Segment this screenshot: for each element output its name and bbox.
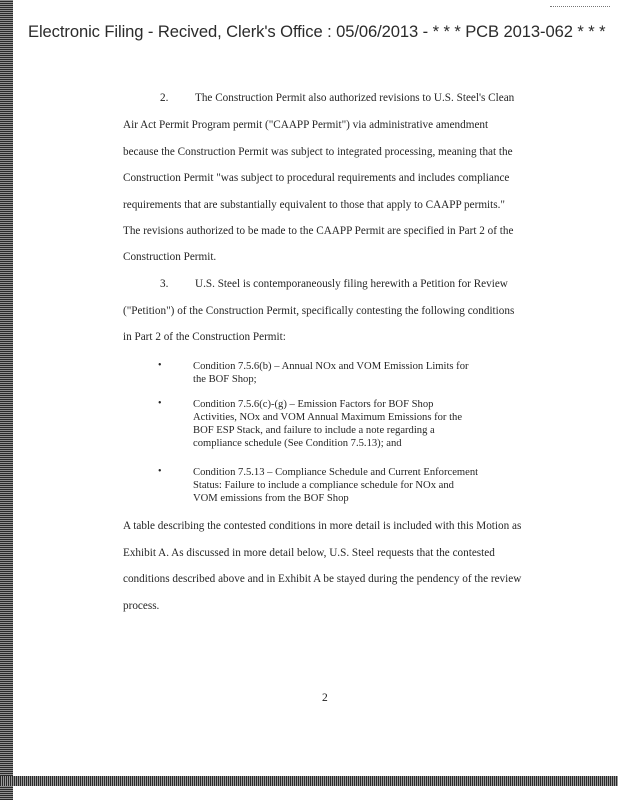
bullet-item-line: Condition 7.5.6(c)-(g) – Emission Factors for BOF Shop bbox=[193, 399, 434, 410]
scan-border-left bbox=[0, 0, 13, 800]
paragraph-3-line: in Part 2 of the Construction Permit: bbox=[123, 331, 286, 343]
paragraph-2-line: Construction Permit. bbox=[123, 251, 217, 263]
paragraph-2-line: requirements that are substantially equivalent to those that apply to CAAPP permits." bbox=[123, 199, 505, 211]
bullet-icon: • bbox=[158, 360, 162, 371]
bullet-item-line: Condition 7.5.13 – Compliance Schedule and Current Enforcement bbox=[193, 467, 479, 478]
bullet-item-line: BOF ESP Stack, and failure to include a note regarding a bbox=[193, 425, 435, 436]
closing-line: conditions described above and in Exhibit A be stayed during the pendency of the review bbox=[123, 573, 522, 585]
paragraph-2-number: 2. bbox=[160, 92, 169, 104]
page-number: 2 bbox=[322, 692, 328, 704]
paragraph-3-number: 3. bbox=[160, 278, 169, 290]
scan-border-bottom bbox=[0, 776, 618, 786]
closing-line: Exhibit A. As discussed in more detail below, U.S. Steel requests that the contested bbox=[123, 547, 495, 559]
bullet-item-line: Activities, NOx and VOM Annual Maximum Emissions for the bbox=[193, 412, 463, 423]
bullet-item-line: the BOF Shop; bbox=[193, 374, 257, 385]
electronic-filing-stamp: Electronic Filing - Recived, Clerk's Office : 05/06/2013 - * * * PCB 2013-062 * * * bbox=[28, 22, 606, 41]
paragraph-3-line: U.S. Steel is contemporaneously filing herewith a Petition for Review bbox=[195, 278, 508, 290]
closing-line: A table describing the contested conditions in more detail is included with this Motion as bbox=[123, 520, 522, 532]
paragraph-2-line: because the Construction Permit was subject to integrated processing, meaning that the bbox=[123, 146, 513, 158]
bullet-item-1 bbox=[193, 360, 469, 386]
scan-corner-mark bbox=[550, 6, 610, 8]
bullet-item-line: VOM emissions from the BOF Shop bbox=[193, 493, 349, 504]
paragraph-2-line: Air Act Permit Program permit ("CAAPP Permit") via administrative amendment bbox=[123, 119, 489, 131]
bullet-item-line: compliance schedule (See Condition 7.5.13); and bbox=[193, 438, 402, 449]
bullet-item-line: Condition 7.5.6(b) – Annual NOx and VOM Emission Limits for bbox=[193, 361, 469, 372]
paragraph-2-line: The Construction Permit also authorized revisions to U.S. Steel's Clean bbox=[195, 92, 515, 104]
bullet-icon: • bbox=[158, 398, 162, 409]
paragraph-2-line: Construction Permit "was subject to procedural requirements and includes compliance bbox=[123, 172, 510, 184]
paragraph-3-line: ("Petition") of the Construction Permit, specifically contesting the following conditions bbox=[123, 305, 515, 317]
bullet-icon: • bbox=[158, 466, 162, 477]
bullet-item-3 bbox=[193, 466, 478, 505]
closing-line: process. bbox=[123, 600, 160, 612]
bullet-item-line: Status: Failure to include a compliance schedule for NOx and bbox=[193, 480, 454, 491]
paragraph-2-line: The revisions authorized to be made to the CAAPP Permit are specified in Part 2 of the bbox=[123, 225, 514, 237]
bullet-item-2 bbox=[193, 398, 462, 450]
